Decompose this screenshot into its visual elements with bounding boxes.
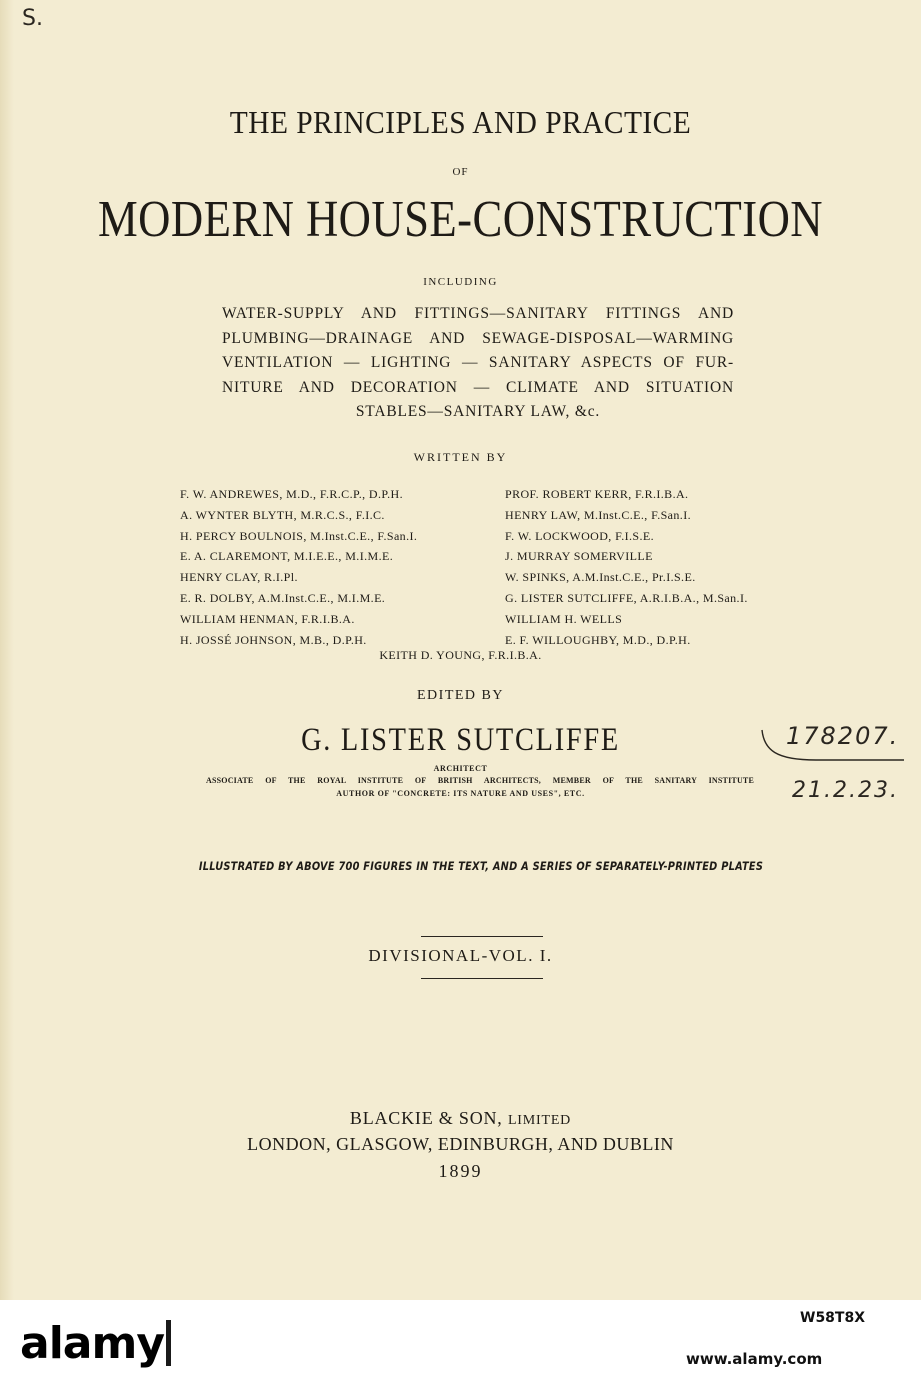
publisher-name [0,1108,921,1129]
contents-line: VENTILATION — LIGHTING — SANITARY ASPECTS OF FUR- [222,354,734,372]
watermark-image-id: W58T8X [800,1310,866,1326]
contents-line: PLUMBING—DRAINAGE AND SEWAGE-DISPOSAL—WARMING [222,329,734,347]
including-label: INCLUDING [423,276,498,288]
handwritten-accession-number: 178207. [786,722,900,750]
title-line-1: THE PRINCIPLES AND PRACTICE [229,104,692,140]
volume-rule-bottom [421,978,543,979]
author-name: HENRY CLAY, R.I.Pl. [180,570,298,585]
publisher-suffix: LIMITED [507,1113,572,1128]
edited-by-label: EDITED BY [417,688,504,703]
author-name: E. F. WILLOUGHBY, M.D., D.P.H. [505,632,691,647]
watermark-url: www.alamy.com [686,1350,823,1368]
author-name: WILLIAM HENMAN, F.R.I.B.A. [180,611,355,626]
contents-line: WATER-SUPPLY AND FITTINGS—SANITARY FITTINGS AND [222,305,734,322]
author-name: E. R. DOLBY, A.M.Inst.C.E., M.I.M.E. [180,590,386,605]
authors-left-column [180,484,417,650]
author-name: W. SPINKS, A.M.Inst.C.E., Pr.I.S.E. [505,570,696,585]
authors-right-column [505,484,748,650]
editor-other-works: AUTHOR OF "CONCRETE: ITS NATURE AND USES", ETC. [336,789,585,798]
contents-block [222,302,734,425]
editor-affiliation: ASSOCIATE OF THE ROYAL INSTITUTE OF BRITISH ARCHITECTS, MEMBER OF THE SANITARY INSTITUTE [206,776,754,785]
author-name: PROF. ROBERT KERR, F.R.I.B.A. [505,487,689,501]
author-name: WILLIAM H. WELLS [505,611,623,626]
written-by-label: WRITTEN BY [413,450,508,464]
author-name: H. JOSSÉ JOHNSON, M.B., D.P.H. [180,632,367,647]
volume-rule-top [421,936,543,937]
handwritten-date: 21.2.23. [792,778,899,803]
main-title: MODERN HOUSE-CONSTRUCTION [97,191,824,248]
editor-name: G. LISTER SUTCLIFFE [301,722,620,758]
author-name: F. W. LOCKWOOD, F.I.S.E. [505,528,655,543]
illustrations-note: ILLUSTRATED BY ABOVE 700 FIGURES IN THE TEXT, AND A SERIES OF SEPARATELY-PRINTED PLATES [198,859,764,873]
author-name: H. PERCY BOULNOIS, M.Inst.C.E., F.San.I. [180,528,418,543]
author-name: J. MURRAY SOMERVILLE [505,549,653,564]
author-name: F. W. ANDREWES, M.D., F.R.C.P., D.P.H. [180,487,403,501]
volume-label: DIVISIONAL-VOL. I. [368,946,553,965]
watermark-logo-bar [166,1320,171,1366]
publisher-name-text: BLACKIE & SON, [349,1108,503,1128]
author-name: HENRY LAW, M.Inst.C.E., F.San.I. [505,507,691,522]
author-name-centered: KEITH D. YOUNG, F.R.I.B.A. [379,648,542,662]
contents-line: NITURE AND DECORATION — CLIMATE AND SITUATION [222,378,734,396]
author-name: E. A. CLAREMONT, M.I.E.E., M.I.M.E. [180,549,394,564]
author-name: A. WYNTER BLYTH, M.R.C.S., F.I.C. [180,507,385,522]
author-name: G. LISTER SUTCLIFFE, A.R.I.B.A., M.San.I. [505,590,748,605]
publication-year: 1899 [438,1161,483,1181]
publisher-places: LONDON, GLASGOW, EDINBURGH, AND DUBLIN [247,1134,674,1154]
watermark-logo: alamy [20,1318,164,1369]
editor-title: ARCHITECT [433,764,488,773]
contents-line: STABLES—SANITARY LAW, &c. [355,403,601,421]
title-line-2: OF [452,166,469,178]
corner-mark: S. [22,6,43,31]
